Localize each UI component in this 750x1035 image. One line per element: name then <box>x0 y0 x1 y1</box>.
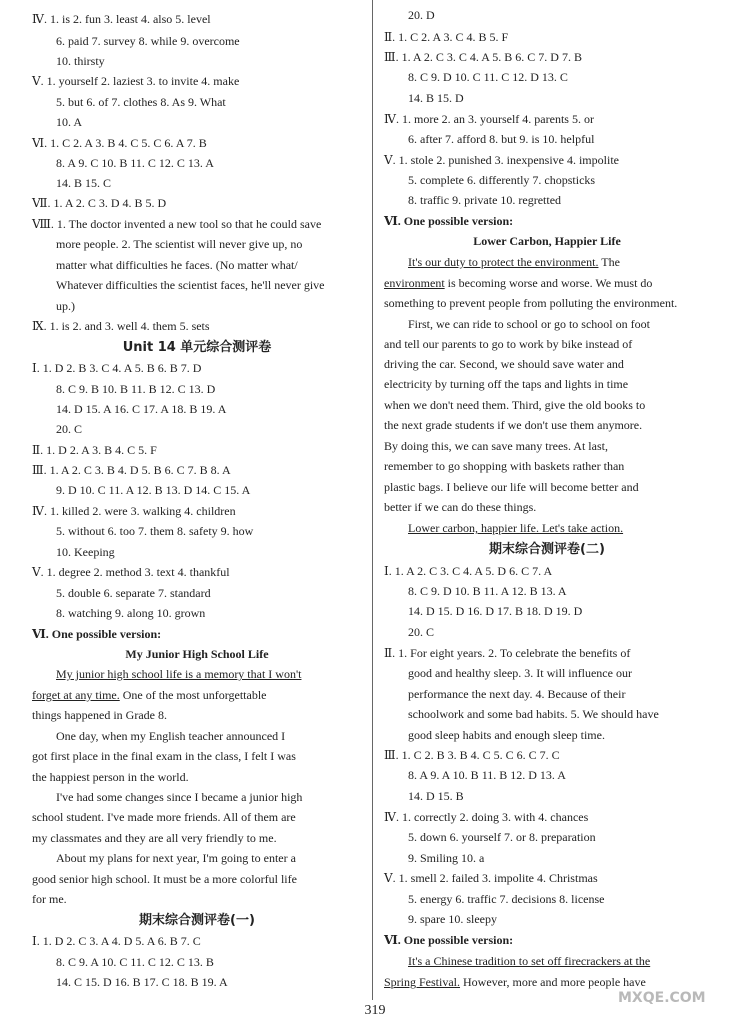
left-text-line: 9. D 10. C 11. A 12. B 13. D 14. C 15. A <box>56 483 251 497</box>
right-text-line: when we don't need them. Third, give the old books to <box>384 398 646 412</box>
right-text-line: By doing this, we can save many trees. At last, <box>384 439 608 453</box>
left-text-line: 5. but 6. of 7. clothes 8. As 9. What <box>56 95 226 109</box>
left-text-line: 5. without 6. too 7. them 8. safety 9. how <box>56 524 254 538</box>
left-text-line: Ⅰ. 1. D 2. C 3. A 4. D 5. A 6. B 7. C <box>32 934 201 948</box>
left-text-line: forget at any time. One of the most unforgettable <box>32 688 267 702</box>
right-text-line: 5. energy 6. traffic 7. decisions 8. license <box>408 892 605 906</box>
right-text-line: First, we can ride to school or go to school on foot <box>408 317 650 331</box>
left-text-line: Ⅸ. 1. is 2. and 3. well 4. them 5. sets <box>32 319 210 333</box>
right-text-line: performance the next day. 4. Because of their <box>408 687 626 701</box>
right-text-line: Ⅵ. One possible version: <box>384 214 514 228</box>
left-text-line: things happened in Grade 8. <box>32 708 167 722</box>
left-text-line: Ⅱ. 1. D 2. A 3. B 4. C 5. F <box>32 443 157 457</box>
right-text-line: Lower Carbon, Happier Life <box>473 234 621 248</box>
right-text-line: Ⅴ. 1. smell 2. failed 3. impolite 4. Christmas <box>384 871 598 885</box>
left-text-line: 10. thirsty <box>56 54 105 68</box>
left-text-line: My junior high school life is a memory that I won't <box>56 667 302 681</box>
right-text-line: good sleep habits and enough sleep time. <box>408 728 605 742</box>
left-text-line: 10. Keeping <box>56 545 115 559</box>
left-text-line: Ⅶ. 1. A 2. C 3. D 4. B 5. D <box>32 196 167 210</box>
left-text-line: Ⅵ. One possible version: <box>32 627 162 641</box>
left-text-line: Ⅲ. 1. A 2. C 3. B 4. D 5. B 6. C 7. B 8. A <box>32 463 231 477</box>
left-text-line: I've had some changes since I became a junior high <box>56 790 303 804</box>
right-text-line: something to prevent people from polluting the environment. <box>384 296 678 310</box>
right-text-line: 14. B 15. D <box>408 91 464 105</box>
right-text-line: 8. traffic 9. private 10. regretted <box>408 193 562 207</box>
left-text-line: About my plans for next year, I'm going to enter a <box>56 851 296 865</box>
right-text-line: Ⅳ. 1. correctly 2. doing 3. with 4. chances <box>384 810 589 824</box>
left-text-line: for me. <box>32 892 67 906</box>
right-text-line: Ⅴ. 1. stole 2. punished 3. inexpensive 4. impolite <box>384 153 619 167</box>
right-text-line: 期末综合测评卷(二) <box>489 542 605 557</box>
left-text-line: 20. C <box>56 422 83 436</box>
right-text-line: 14. D 15. B <box>408 789 464 803</box>
right-text-line: 8. A 9. A 10. B 11. B 12. D 13. A <box>408 768 566 782</box>
left-text-line: more people. 2. The scientist will never give up, no <box>56 237 303 251</box>
left-text-line: One day, when my English teacher announced I <box>56 729 286 743</box>
right-text-line: the next grade students if we don't use them anymore. <box>384 418 643 432</box>
right-text-line: 14. D 15. D 16. D 17. B 18. D 19. D <box>408 604 583 618</box>
right-text-line: Ⅲ. 1. C 2. B 3. B 4. C 5. C 6. C 7. C <box>384 748 560 762</box>
right-text-line: remember to go shopping with baskets rather than <box>384 459 625 473</box>
left-text-line: up.) <box>56 299 75 313</box>
left-text-line: 10. A <box>56 115 83 129</box>
left-text-line: 8. A 9. C 10. B 11. C 12. C 13. A <box>56 156 214 170</box>
left-text-line: Ⅰ. 1. D 2. B 3. C 4. A 5. B 6. B 7. D <box>32 361 202 375</box>
left-text-line: 14. B 15. C <box>56 176 112 190</box>
right-text-line: and tell our parents to go to work by bike instead of <box>384 337 633 351</box>
right-text-line: 8. C 9. D 10. C 11. C 12. D 13. C <box>408 70 568 84</box>
left-text-line: Whatever difficulties the scientist faces, he'll never give <box>56 278 325 292</box>
left-text-line: my classmates and they are all very friendly to me. <box>32 831 277 845</box>
left-text-line: Ⅳ. 1. is 2. fun 3. least 4. also 5. level <box>32 12 211 26</box>
right-text-line: 9. Smiling 10. a <box>408 851 485 865</box>
right-text-line: Ⅱ. 1. C 2. A 3. C 4. B 5. F <box>384 30 509 44</box>
left-text-line: Ⅷ. 1. The doctor invented a new tool so that he could save <box>32 217 322 231</box>
left-text-line: matter what difficulties he faces. (No matter what/ <box>56 258 298 272</box>
right-text-line: 5. complete 6. differently 7. chopsticks <box>408 173 596 187</box>
left-text-line: 5. double 6. separate 7. standard <box>56 586 211 600</box>
left-text-line: Unit 14 单元综合测评卷 <box>122 340 272 355</box>
left-text-line: the happiest person in the world. <box>32 770 189 784</box>
left-text-line: My Junior High School Life <box>125 647 269 661</box>
left-text-line: good senior high school. It must be a more colorful life <box>32 872 297 886</box>
right-text-line: It's our duty to protect the environment. The <box>408 255 620 269</box>
right-text-line: driving the car. Second, we should save water and <box>384 357 624 371</box>
right-text-line: Lower carbon, happier life. Let's take action. <box>408 521 624 535</box>
right-text-line: schoolwork and some bad habits. 5. We should have <box>408 707 659 721</box>
left-text-line: 8. C 9. A 10. C 11. C 12. C 13. B <box>56 955 214 969</box>
right-text-line: electricity by turning off the taps and lights in time <box>384 377 629 391</box>
left-text-line: 期末综合测评卷(一) <box>139 913 255 928</box>
left-text-line: school student. I've made more friends. All of them are <box>32 810 296 824</box>
right-text-line: 20. C <box>408 625 435 639</box>
right-text-line: environment is becoming worse and worse. We must do <box>384 276 653 290</box>
right-text-line: It's a Chinese tradition to set off firecrackers at the <box>408 954 651 968</box>
right-text-line: 9. spare 10. sleepy <box>408 912 497 926</box>
left-text-line: Ⅴ. 1. yourself 2. laziest 3. to invite 4. make <box>32 74 240 88</box>
right-text-line: plastic bags. I believe our life will become better and <box>384 480 639 494</box>
right-text-line: Ⅱ. 1. For eight years. 2. To celebrate the benefits of <box>384 646 631 660</box>
right-text-line: Ⅳ. 1. more 2. an 3. yourself 4. parents 5. or <box>384 112 594 126</box>
right-text-line: better if we can do these things. <box>384 500 537 514</box>
right-text-line: 20. D <box>408 8 435 22</box>
left-text-line: 6. paid 7. survey 8. while 9. overcome <box>56 34 240 48</box>
page-number: 319 <box>364 1003 386 1018</box>
left-text-line: 8. C 9. B 10. B 11. B 12. C 13. D <box>56 382 216 396</box>
right-text-line: Ⅲ. 1. A 2. C 3. C 4. A 5. B 6. C 7. D 7. B <box>384 50 582 64</box>
left-text-line: 14. D 15. A 16. C 17. A 18. B 19. A <box>56 402 227 416</box>
left-text-line: 14. C 15. D 16. B 17. C 18. B 19. A <box>56 975 228 989</box>
left-text-line: Ⅵ. 1. C 2. A 3. B 4. C 5. C 6. A 7. B <box>32 136 207 150</box>
right-text-line: Spring Festival. However, more and more people have <box>384 975 646 989</box>
right-text-line: Ⅰ. 1. A 2. C 3. C 4. A 5. D 6. C 7. A <box>384 564 553 578</box>
right-text-line: 6. after 7. afford 8. but 9. is 10. helpful <box>408 132 595 146</box>
right-text-line: good and healthy sleep. 3. It will influence our <box>408 666 632 680</box>
right-text-line: 5. down 6. yourself 7. or 8. preparation <box>408 830 596 844</box>
right-text-line: Ⅵ. One possible version: <box>384 933 514 947</box>
right-text-line: 8. C 9. D 10. B 11. A 12. B 13. A <box>408 584 567 598</box>
left-text-line: Ⅳ. 1. killed 2. were 3. walking 4. children <box>32 504 236 518</box>
left-text-line: 8. watching 9. along 10. grown <box>56 606 206 620</box>
left-text-line: got first place in the final exam in the class, I felt I was <box>32 749 296 763</box>
left-text-line: Ⅴ. 1. degree 2. method 3. text 4. thankful <box>32 565 230 579</box>
column-divider <box>372 0 373 1000</box>
watermark: MXQE.COM <box>618 990 706 1006</box>
